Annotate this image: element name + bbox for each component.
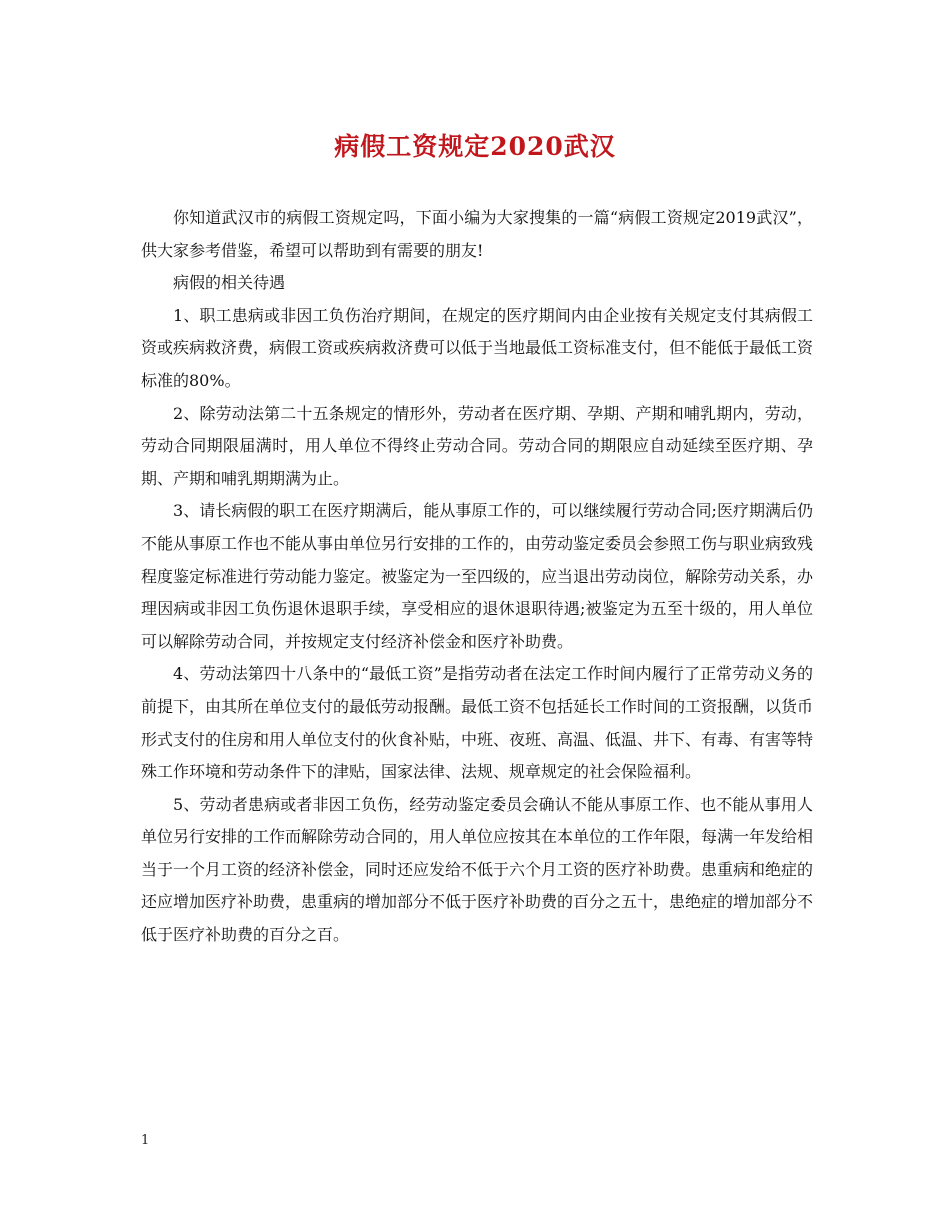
paragraph-item-1: 1、职工患病或非因工负伤治疗期间，在规定的医疗期间内由企业按有关规定支付其病假工资或疾病救济费，病假工资或疾病救济费可以低于当地最低工资标准支付，但不能低于最低工资标准的80%。	[141, 305, 814, 390]
document-body	[141, 202, 813, 952]
paragraph-intro: 你知道武汉市的病假工资规定吗，下面小编为大家搜集的一篇“病假工资规定2019武汉”，供大家参考借鉴，希望可以帮助到有需要的朋友!	[141, 208, 813, 260]
paragraph-item-5: 5、劳动者患病或者非因工负伤，经劳动鉴定委员会确认不能从事原工作、也不能从事用人单位另行安排的工作而解除劳动合同的，用人单位应按其在本单位的工作年限，每满一年发给相当于一个月工资的经济补偿金，同时还应发给不低于六个月工资的医疗补助费。患重病和绝症的还应增加医疗补助费，患重病的增加部分不低于医疗补助费的百分之五十，患绝症的增加部分不低于医疗补助费的百分之百。	[141, 794, 814, 945]
paragraph-item-2: 2、除劳动法第二十五条规定的情形外，劳动者在医疗期、孕期、产期和哺乳期内，劳动，劳动合同期限届满时，用人单位不得终止劳动合同。劳动合同的期限应自动延续至医疗期、孕期、产期和哺乳期期满为止。	[141, 403, 813, 488]
page-number: 1	[141, 1133, 150, 1148]
paragraph-item-3: 3、请长病假的职工在医疗期满后，能从事原工作的，可以继续履行劳动合同;医疗期满后仍不能从事原工作也不能从事由单位另行安排的工作的，由劳动鉴定委员会参照工伤与职业病致残程度鉴定标准进行劳动能力鉴定。被鉴定为一至四级的，应当退出劳动岗位，解除劳动关系，办理因病或非因工负伤退休退职手续，享受相应的退休退职待遇;被鉴定为五至十级的，用人单位可以解除劳动合同，并按规定支付经济补偿金和医疗补助费。	[141, 501, 814, 651]
paragraph-section-heading: 病假的相关待遇	[173, 273, 286, 293]
paragraph-item-4: 4、劳动法第四十八条中的“最低工资”是指劳动者在法定工作时间内履行了正常劳动义务的前提下，由其所在单位支付的最低劳动报酬。最低工资不包括延长工作时间的工资报酬，以货币形式支付的住房和用人单位支付的伙食补贴，中班、夜班、高温、低温、井下、有毒、有害等特殊工作环境和劳动条件下的津贴，国家法律、法规、规章规定的社会保险福利。	[141, 664, 814, 782]
document-title: 病假工资规定2020武汉	[334, 132, 616, 161]
